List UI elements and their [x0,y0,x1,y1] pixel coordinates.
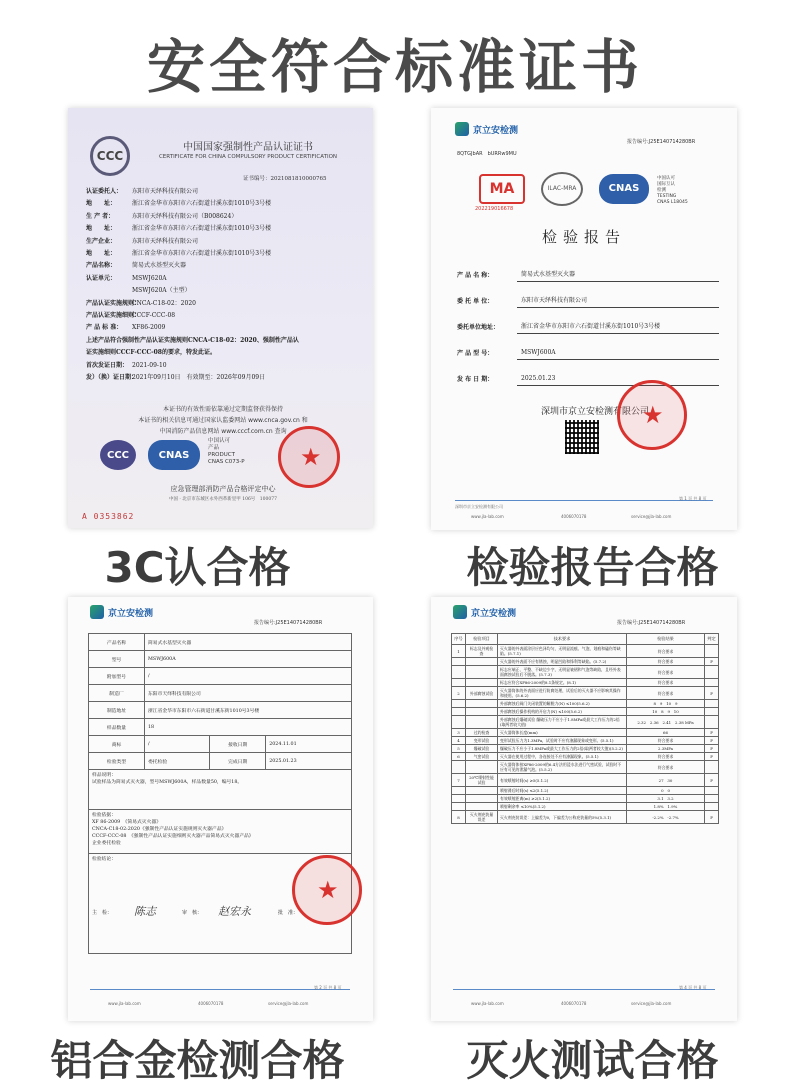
table-cell [452,716,466,729]
cnas-mark-icon: CNAS [599,174,649,204]
cnas-text-line: 中国认可 [657,176,675,181]
red-seal-stamp-icon: ★ [278,426,340,488]
certificate-field-row [86,273,361,285]
test-basis [89,810,352,854]
table-cell: 灭火剂充装量误差 [466,811,498,824]
table-cell: 浙江省金华市东阳市六石街道甘溪东街1010号3号楼 [145,702,352,719]
table-cell: 灭火器筒体的外表面应进行防腐处理，试验后的灭火器不应影响其操作和使用。(5.6.2) [498,687,627,700]
jla-logo-icon [90,605,104,619]
inspection-report-image [431,108,737,530]
table-row [452,745,719,753]
field-value: 简易式水基型灭火器 [517,269,719,282]
table-cell: 符合要求 [627,687,705,700]
field-label: 首次发证日期： [86,361,129,369]
page-number: 第 1 页 共 8 页 [679,496,707,501]
aluminium-test-report-image [68,597,373,1021]
lab-name: 京立安检测 [108,608,154,619]
table-row [452,687,719,700]
table-cell: 1 [452,645,466,658]
table-cell [705,700,719,708]
footer-mail: service@jla-lab.com [631,514,672,519]
table-cell: 标志应符合XF86-2009的8.1条规定。(8.1) [498,679,627,687]
table-cell [705,679,719,687]
footer-web: www.jla-lab.com [108,1001,141,1006]
table-cell: 变形试验压力为1.3MPa，试验时不应有渗漏现象或变形。(5.5.1) [498,737,627,745]
field-label: 产 品 标 准： [86,324,123,332]
cnas-product-text [208,438,245,466]
table-row [89,719,352,736]
field-value: XF86-2009 [132,324,166,332]
certificate-field-row [86,260,361,272]
col-header: 技术要求 [498,634,627,645]
cma-mark-icon: MA [479,174,525,204]
table-cell: P [705,658,719,666]
cnas-text [657,176,688,206]
note-line: 本证书的相关信息可通过国家认监委网站 www.cnca.gov.cn 和 [138,417,308,424]
basis-label: 检验依据： [92,813,116,818]
certificate-title-en: CERTIFICATE FOR CHINA COMPULSORY PRODUCT CERTIFICATION [158,154,338,160]
table-cell [705,645,719,658]
field-label: 证实施细则CCCF-CCC-08的要求，特发此证。 [86,349,216,357]
table-cell: 商标 [89,736,145,753]
table-cell: 18 [145,719,352,736]
table-cell [705,787,719,795]
table-cell [466,666,498,679]
field-label: 地 址： [86,225,117,233]
report-number: 报告编号:J25E140714280BR [617,620,686,626]
table-cell: 制造地址 [89,702,145,719]
field-value: 2021年09月10日 有效期至：2026年09月09日 [132,374,266,382]
col-header: 判定 [705,634,719,645]
table-cell: 过约检查 [466,729,498,737]
table-row [89,668,352,685]
field-value: 浙江省金华市东阳市六石街道甘溪东街1010号3号楼 [132,250,272,258]
table-cell: MSWJ600A [145,651,352,668]
field-label: 生 产 者： [86,212,115,220]
table-cell: 灭火器筒体长度(mm) [498,729,627,737]
report-field-row [457,334,719,360]
table-cell: 接收日期 [210,736,266,753]
footer-tel: 4006070178 [561,1001,587,1006]
table-row [452,666,719,679]
table-row [89,753,352,770]
table-cell: 3 [452,729,466,737]
table-cell: 符合要求 [627,753,705,761]
table-cell: 2.32 2.36 2.41 2.38 MPa [627,716,705,729]
field-label: 认证单元： [86,274,117,282]
table-cell: 8 9 10 9 [627,700,705,708]
table-cell: 外部腐蚀试验 [466,687,498,700]
table-cell [452,795,466,803]
certificate-field-row [86,248,361,260]
report-codes: 8QTGJbAR bURRw9MU [457,151,517,157]
col-header: 检验结果 [627,634,705,645]
field-value: 2025.01.23 [517,375,719,386]
table-cell: P [705,811,719,824]
table-cell: 东阳市天绎科技有限公司 [145,685,352,702]
table-cell: 变形试验 [466,737,498,745]
page-number: 第 4 页 共 8 页 [679,985,707,990]
field-label: 产品名称： [86,262,117,270]
footer-tel: 4006070178 [198,1001,224,1006]
table-cell: 爆破压力不应小于1.8MPa或最大工作压力的2倍(取两者较大值)(5.2.2) [498,745,627,753]
cnas-text-line: TESTING [657,194,677,199]
table-row [452,737,719,745]
table-row [452,761,719,774]
table-cell: 喷射剩余率 ≤10%(5.1.2) [498,803,627,811]
product-text-line: 中国认可 [208,438,231,444]
cnas-logo-icon: CNAS [148,440,200,470]
table-cell: 灭火器的外表面不应有锈蚀，明显凹陷和锋利等缺陷。(5.7.2) [498,658,627,666]
red-seal-stamp-icon: ★ [292,855,362,925]
caption-aluminium: 铝合金检测合格 [50,1036,345,1085]
table-cell: 灭火器在使用过程中，各连接处不应有渗漏现象。(5.5.1) [498,753,627,761]
table-cell: 7 [452,774,466,787]
footer-divider [90,989,350,990]
note-line: 本证书的有效性需依靠通过定期监督获得保持 [162,406,283,413]
table-row [89,702,352,719]
conclusion-label: 检验结论： [92,857,116,862]
table-cell: 1.8% 1.9% [627,803,705,811]
table-cell [466,795,498,803]
table-cell [466,787,498,795]
cma-number: 202219016678 [475,206,514,212]
table-row [89,770,352,810]
field-label: 认证委托人： [86,188,123,195]
table-cell [466,708,498,716]
table-cell: / [145,668,352,685]
field-value: MSWJ620A（主型） [132,287,191,295]
field-value: 东阳市天绎科技有限公司 [517,295,719,308]
table-cell: -2.2% -2.7% [627,811,705,824]
table-cell: 灭火剂充装误差：上偏差为0，下偏差为公称充装量的5%(5.3.1) [498,811,627,824]
jla-logo [453,605,516,619]
table-cell: 爆破试验 [466,745,498,753]
footer-tel: 4006070178 [561,514,587,519]
table-row [452,700,719,708]
col-header: 序号 [452,634,466,645]
table-cell: P [705,729,719,737]
table-header-row [452,634,719,645]
field-value: 东阳市天绎科技有限公司 [132,188,199,195]
table-cell: 标志及外观检查 [466,645,498,658]
table-cell [452,708,466,716]
field-value: 东阳市天绎科技有限公司（B008624） [132,212,238,220]
certificate-title-cn: 中国国家强制性产品认证证书 [183,142,313,153]
sig-label-reviewer: 审 核： [182,910,203,916]
table-row [452,795,719,803]
table-cell: 66 [627,729,705,737]
basis-line: CCCF-CCC-08 《强制性产品认证实施细则灭火器产品简易式灭火器产品》 [92,834,254,839]
footer-mail: service@jla-lab.com [268,1001,309,1006]
table-cell [452,658,466,666]
qr-code-icon [565,420,599,454]
table-row [89,651,352,668]
table-cell [466,761,498,774]
reviewer-signature: 赵宏永 [218,905,251,918]
table-cell [705,761,719,774]
table-cell: 制造厂 [89,685,145,702]
table-cell: 标志应端正、平整、不缺边少字，无明显皱褶和气泡等缺陷，且经外表面腐蚀试验后不脱落。(5.7.3) [498,666,627,679]
field-label: 产 品 型 号： [457,350,494,357]
table-cell: 外部腐蚀后阀门关闭装置的解脱力(N) ≤100(5.6.2) [498,700,627,708]
table-cell: 检验类型 [89,753,145,770]
table-cell: 喷射滞后时间(s) ≤2(5.1.2) [498,787,627,795]
field-value: MSWJ620A [132,274,167,282]
table-cell: 符合要求 [627,679,705,687]
certificate-serial: A 0353862 [82,512,135,521]
lab-name: 京立安检测 [471,608,517,619]
sample-desc-label: 样品说明： [92,773,116,778]
certificate-field-row [86,298,361,310]
field-value: CNCA-C18-02：2020 [132,299,196,307]
product-text-line: CNAS C073-P [208,459,245,465]
table-cell [705,795,719,803]
certificate-field-row [86,236,361,248]
table-row [452,716,719,729]
table-row [452,729,719,737]
table-row [89,634,352,651]
basis-line: 企业委托检验 [92,841,121,846]
certificate-field-row [86,347,361,359]
footer-company: 深圳市京立安检测有限公司 [455,504,503,509]
table-cell: 20℃喷射性能试验 [466,774,498,787]
table-row [452,774,719,787]
product-text-line: 产品 [208,445,220,451]
note-line: 中国消防产品信息网站 www.cccf.com.cn 查询 [159,428,287,435]
basis-line: CNCA-C18-02:2020《强制性产品认证实施规则灭火器产品》 [92,827,227,832]
table-cell: 符合要求 [627,761,705,774]
field-label: 委托单位地址： [457,324,500,331]
table-cell: P [705,774,719,787]
cnas-text-line: 检测 [657,188,666,193]
table-cell: 完成日期 [210,753,266,770]
table-cell [705,708,719,716]
table-cell [452,803,466,811]
table-cell [466,803,498,811]
footer-divider [455,500,713,501]
jla-logo-icon [455,122,469,136]
ccc-certificate-image [68,108,373,528]
certificate-issuer: 应急管理部消防产品合格评定中心 [170,485,276,493]
footer-divider [453,989,715,990]
report-field-row [457,282,719,308]
field-label: 上述产品符合强制性产品认证实施规则CNCA-C18-02：2020、强制性产品认 [86,336,299,344]
certificate-field-row [86,310,361,322]
table-cell [705,716,719,729]
field-label: 委 托 单 位： [457,298,494,305]
lab-name: 京立安检测 [473,125,519,136]
field-value: CCCF-CCC-08 [132,312,176,320]
field-value: 东阳市天绎科技有限公司 [132,237,199,245]
table-row [452,708,719,716]
certificate-field-row [86,335,361,347]
table-cell: 灭火器的外表面涂层应色泽均匀，无明显流痕、气泡、划痕和磕伤等缺陷。(5.7.1) [498,645,627,658]
table-cell: 附加型号 [89,668,145,685]
table-cell: 5 [452,745,466,753]
field-label: 产品认证实施规则： [86,299,141,307]
table-cell: 灭火器筒体按XF86-2009的6.4方法用浸水法进行气密试验，试验时不应有可见的泄漏气泡。(5.5.2) [498,761,627,774]
report-number: 报告编号:J25E140714280BR [254,620,323,626]
table-cell [466,700,498,708]
cnas-text-line: CNAS L18045 [657,200,688,205]
table-cell: / [145,736,210,753]
field-label: 生产企业： [86,237,117,245]
certificate-field-row [86,372,361,384]
table-cell: 2024.11.01 [266,736,352,753]
jla-logo-icon [453,605,467,619]
ccc-logo-icon: CCC [100,440,136,470]
certificate-field-row [86,186,361,198]
ccc-emblem-icon: CCC [90,136,130,176]
table-row [452,787,719,795]
certificate-field-row [86,211,361,223]
table-cell [452,666,466,679]
sample-description [89,770,352,810]
table-cell: P [705,687,719,700]
product-text-line: PRODUCT [208,452,235,458]
sig-label-approver: 批 准： [278,910,299,916]
table-row [89,736,352,753]
sample-desc-text: 试验样品为简易式灭火器，型号MSWJ600A，样品数量50，编号18。 [92,780,243,785]
footer-web: www.jla-lab.com [471,514,504,519]
table-cell [705,803,719,811]
table-row [89,810,352,854]
caption-3c: 3C认合格 [104,543,291,592]
basis-line: XF 86-2009 《简易式灭火器》 [92,820,161,825]
ilac-mark-icon: ILAC-MRA [541,172,583,206]
table-cell: 符合要求 [627,666,705,679]
table-cell: 样品数量 [89,719,145,736]
table-cell: 简易式水基型灭火器 [145,634,352,651]
table-cell [452,787,466,795]
accreditation-marks [475,172,719,216]
fire-test-report-image [431,597,737,1021]
issuer-address: 中国 · 北京市东城区永外西革新里甲 106号 100077 [169,497,277,502]
table-cell [705,666,719,679]
field-value: 浙江省金华市东阳市六石街道甘溪东街1010号3号楼 [517,321,719,334]
certificate-field-row [86,198,361,210]
field-label: 发 布 日 期： [457,376,494,383]
field-value: 浙江省金华市东阳市六石街道甘溪东街1010号3号楼 [132,200,272,208]
cnas-text-line: 国际互认 [657,182,675,187]
table-cell: 10 8 9 10 [627,708,705,716]
table-cell: 符合要求 [627,645,705,658]
sig-label-inspector: 主 检： [92,910,113,916]
table-cell: 符合要求 [627,658,705,666]
field-label: 产 品 名 称： [457,272,494,279]
table-cell: 2.3MPa [627,745,705,753]
table-row [452,679,719,687]
report-field-row [457,308,719,334]
field-value: MSWJ600A [517,349,719,360]
test-results-table [451,633,719,824]
field-label: 地 址： [86,250,117,258]
table-cell: 27 30 [627,774,705,787]
table-cell: 3.1 3.2 [627,795,705,803]
report-title: 检验报告 [541,228,626,246]
red-seal-stamp-icon: ★ [617,380,687,450]
certificate-field-row [86,285,361,297]
field-label: 发）（换）证日期： [86,374,138,382]
certificate-fields [86,186,361,385]
table-cell: 2 [452,687,466,700]
field-label: 地 址： [86,200,117,208]
page-number: 第 2 页 共 8 页 [314,985,342,990]
table-cell: 有效喷射距离(m) ≥2(5.1.2) [498,795,627,803]
field-label [86,285,132,297]
table-cell: 4 [452,737,466,745]
table-cell [452,679,466,687]
table-row [452,645,719,658]
table-cell: 符合要求 [627,737,705,745]
table-cell: P [705,737,719,745]
table-cell: 产品名称 [89,634,145,651]
table-cell: P [705,753,719,761]
field-value: 浙江省金华市东阳市六石街道甘溪东街1010号3号楼 [132,225,272,233]
certificate-field-row [86,322,361,334]
page-title: 安全符合标准证书 [146,33,643,101]
field-label: 产品认证实施细则： [86,312,141,320]
table-cell [452,700,466,708]
certificate-number: 证书编号：2021081810000765 [243,176,327,182]
table-cell: 外部腐蚀后操作机构的开启力(N) ≤100(5.6.2) [498,708,627,716]
caption-report: 检验报告合格 [466,543,719,592]
table-cell: 型号 [89,651,145,668]
table-cell: 委托检验 [145,753,210,770]
certificate-field-row [86,223,361,235]
caption-fire: 灭火测试合格 [466,1036,719,1085]
table-row [452,658,719,666]
jla-logo [455,122,518,136]
inspector-signature: 陈志 [134,905,156,918]
table-cell: 气密试验 [466,753,498,761]
table-cell: 8 [452,811,466,824]
footer-web: www.jla-lab.com [471,1001,504,1006]
table-cell: 2025.01.23 [266,753,352,770]
table-cell [466,658,498,666]
report-number: 报告编号:J25E140714280BR [627,139,696,145]
table-cell: P [705,745,719,753]
table-cell: 6 [452,753,466,761]
jla-logo [90,605,153,619]
certificate-field-row [86,360,361,372]
table-row [89,685,352,702]
table-cell: 有效喷射时间(s) ≥5(5.1.2) [498,774,627,787]
table-row [452,803,719,811]
table-cell [466,716,498,729]
table-cell [466,679,498,687]
field-value: 2021-09-10 [132,361,167,369]
table-cell: 外部腐蚀后爆破试验 爆破压力不应小于1.8MPa或最大工作压力的2倍(取两者较大值) [498,716,627,729]
field-value: 简易式水基型灭火器 [132,262,187,270]
report-fields [457,256,719,386]
report-issuer: 深圳市京立安检测有限公司 [541,407,650,417]
report-field-row [457,256,719,282]
table-cell [452,761,466,774]
footer-mail: service@jla-lab.com [631,1001,672,1006]
table-row [452,811,719,824]
table-row [452,753,719,761]
col-header: 检验项目 [466,634,498,645]
table-cell: 0 0 [627,787,705,795]
report-field-row [457,360,719,386]
